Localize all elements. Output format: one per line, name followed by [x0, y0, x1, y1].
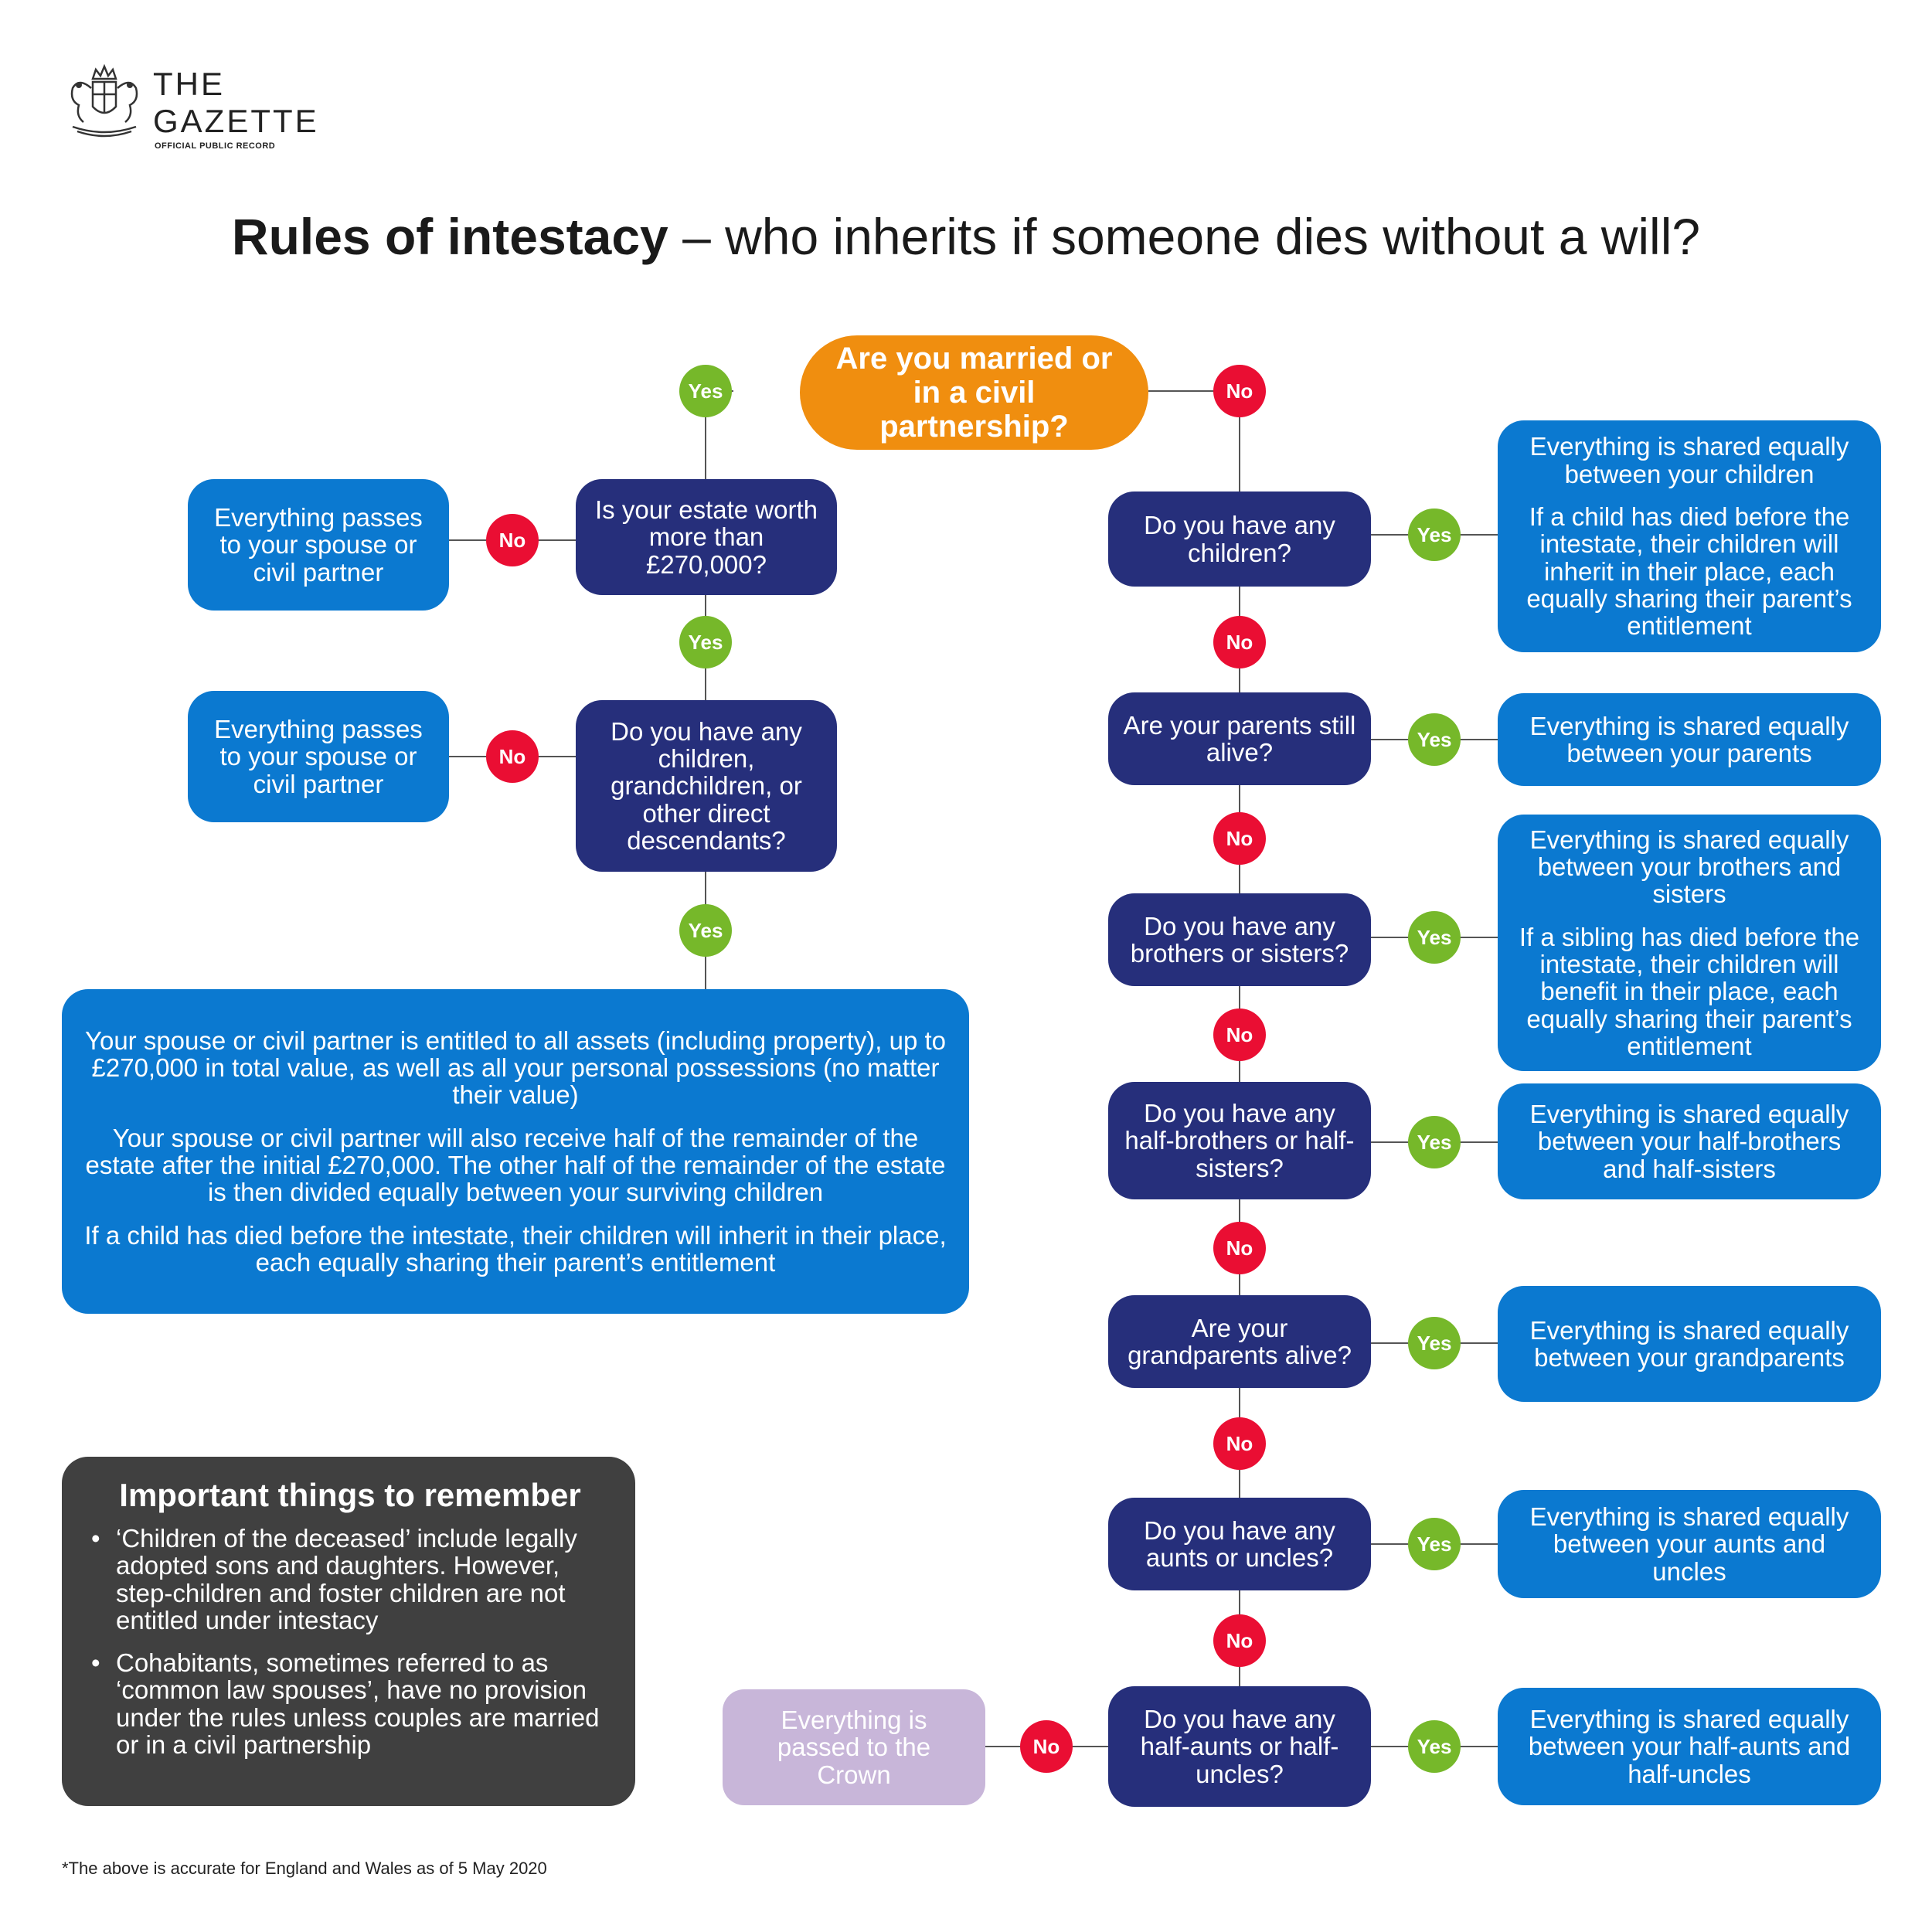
start-question-married: Are you married or in a civil partnership? — [800, 335, 1148, 450]
yes-badge-married: Yes — [679, 365, 732, 417]
result-spouse-and-children-split: Your spouse or civil partner is entitled to all assets (including property), up to £270,000 in total value, as well as all your personal possessions (no matter their value) Your spouse or civil partner will also receive half of the remainder of the estate after the initial £270,000. The other half of the remainder of the estate is then divided equally between your surviving children If a child has died before the intestate, their children will inherit in their place, each equally sharing their parent’s entitlement — [62, 989, 969, 1314]
yes-badge-descendants: Yes — [679, 904, 732, 957]
logo-word-the: THE — [153, 66, 225, 102]
no-badge-half-siblings: No — [1213, 1222, 1266, 1274]
question-half-aunts-uncles: Do you have any half-aunts or half-uncles? — [1108, 1686, 1371, 1807]
note-item — [91, 1649, 609, 1758]
result-grandparents: Everything is shared equally between your grandparents — [1498, 1286, 1881, 1402]
question-parents: Are your parents still alive? — [1108, 692, 1371, 785]
no-badge-aunts-uncles: No — [1213, 1614, 1266, 1667]
question-aunts-uncles: Do you have any aunts or uncles? — [1108, 1498, 1371, 1590]
yes-badge-half-siblings: Yes — [1408, 1116, 1461, 1168]
result-siblings: Everything is shared equally between your brothers and sisters If a sibling has died before the intestate, their children will benefit in their place, each equally sharing their parent’s entitlement — [1498, 815, 1881, 1071]
question-half-siblings: Do you have any half-brothers or half-sisters? — [1108, 1082, 1371, 1199]
notes-list — [91, 1525, 609, 1758]
note-text: ‘Children of the deceased’ include legally adopted sons and daughters. However, step-children and foster children are not entitled under intestacy — [116, 1524, 577, 1634]
no-badge-descendants: No — [486, 730, 539, 783]
question-grandparents: Are your grandparents alive? — [1108, 1295, 1371, 1388]
logo-word-gazette: GAZETTE — [153, 103, 319, 139]
note-item — [91, 1525, 609, 1634]
yes-badge-parents: Yes — [1408, 713, 1461, 766]
question-children: Do you have any children? — [1108, 492, 1371, 587]
no-badge-married: No — [1213, 365, 1266, 417]
result-half-siblings: Everything is shared equally between your half-brothers and half-sisters — [1498, 1083, 1881, 1199]
bullet-icon: • — [91, 1648, 100, 1678]
result-crown: Everything is passed to the Crown — [723, 1689, 985, 1805]
result-spouse-everything-2: Everything passes to your spouse or civil partner — [188, 691, 449, 822]
notes-title: Important things to remember — [119, 1477, 581, 1513]
yes-badge-half-aunts-uncles: Yes — [1408, 1720, 1461, 1773]
question-estate-value: Is your estate worth more than £270,000? — [576, 479, 837, 595]
no-badge-half-aunts-uncles: No — [1020, 1720, 1073, 1773]
result-parents: Everything is shared equally between your parents — [1498, 693, 1881, 786]
question-direct-descendants: Do you have any children, grandchildren, or other direct descendants? — [576, 700, 837, 872]
yes-badge-estate: Yes — [679, 616, 732, 668]
yes-badge-siblings: Yes — [1408, 911, 1461, 964]
title-rest: – who inherits if someone dies without a will? — [668, 208, 1701, 265]
page-title — [0, 209, 1932, 265]
no-badge-children: No — [1213, 616, 1266, 668]
no-badge-parents: No — [1213, 812, 1266, 865]
yes-badge-aunts-uncles: Yes — [1408, 1518, 1461, 1570]
no-badge-grandparents: No — [1213, 1417, 1266, 1470]
important-notes-panel — [62, 1457, 635, 1806]
result-children: Everything is shared equally between your children If a child has died before the intestate, their children will inherit in their place, each equally sharing their parent’s entitlement — [1498, 420, 1881, 652]
gazette-logo — [62, 62, 325, 155]
logo-tagline: OFFICIAL PUBLIC RECORD — [155, 141, 276, 151]
yes-badge-grandparents: Yes — [1408, 1317, 1461, 1369]
note-text: Cohabitants, sometimes referred to as ‘common law spouses’, have no provision under the rules unless couples are married or in a civil partnership — [116, 1648, 600, 1760]
yes-badge-children: Yes — [1408, 509, 1461, 561]
result-aunts-uncles: Everything is shared equally between your aunts and uncles — [1498, 1490, 1881, 1598]
result-spouse-everything-1: Everything passes to your spouse or civil partner — [188, 479, 449, 611]
result-half-aunts-uncles: Everything is shared equally between your half-aunts and half-uncles — [1498, 1688, 1881, 1805]
question-siblings: Do you have any brothers or sisters? — [1108, 893, 1371, 986]
title-bold: Rules of intestacy — [231, 208, 668, 265]
bullet-icon: • — [91, 1524, 100, 1553]
no-badge-estate: No — [486, 514, 539, 566]
footnote: *The above is accurate for England and Wales as of 5 May 2020 — [62, 1859, 547, 1878]
no-badge-siblings: No — [1213, 1009, 1266, 1061]
royal-crest-icon — [62, 62, 147, 139]
